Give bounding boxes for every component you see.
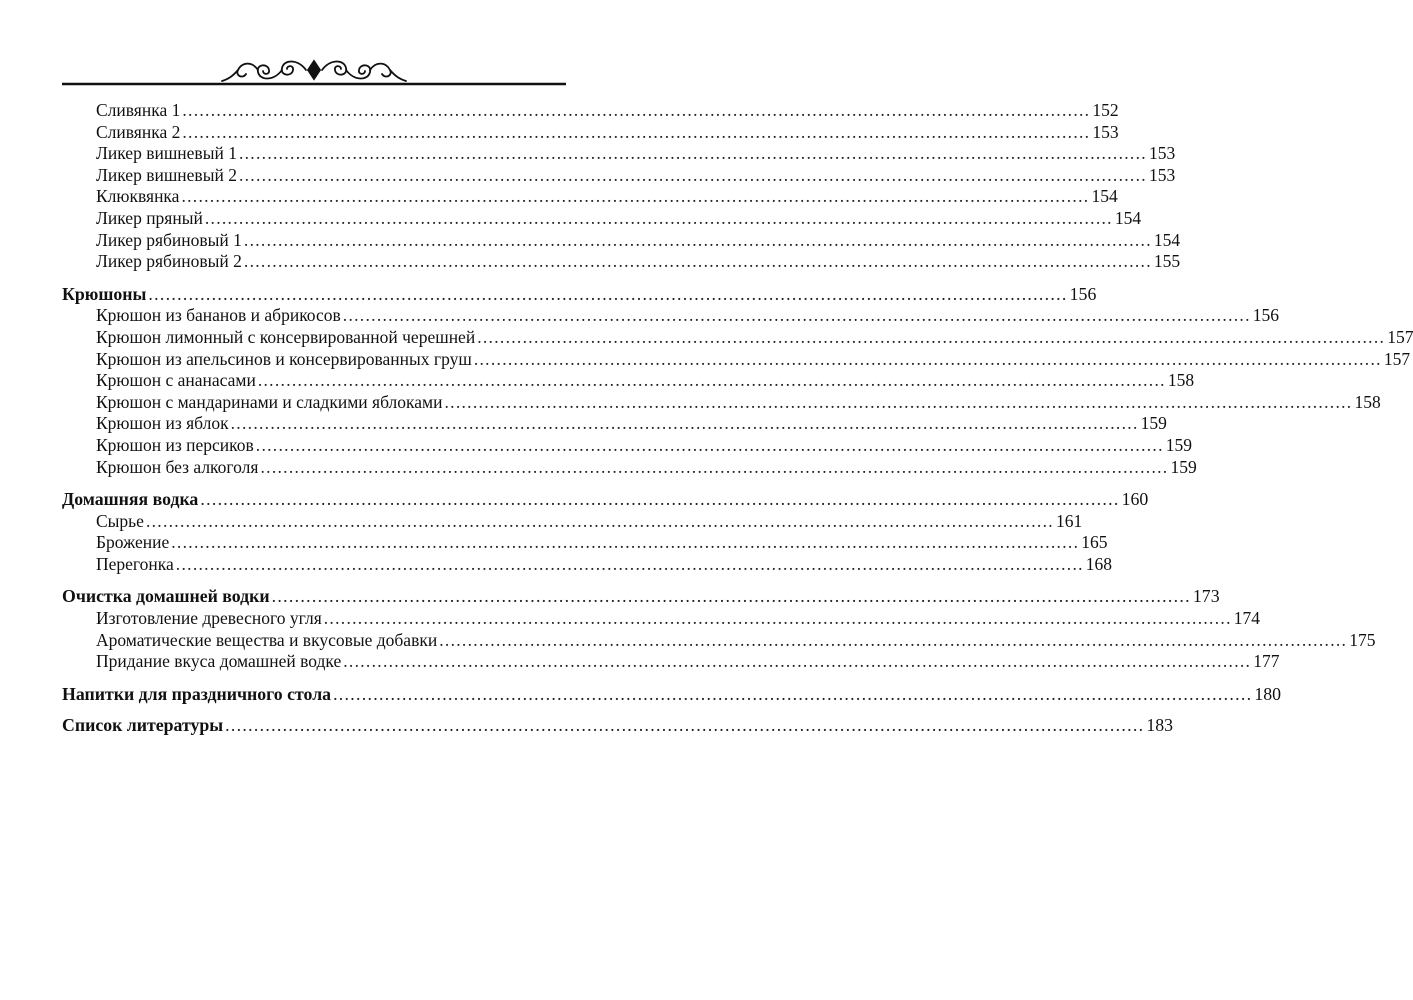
dot-leader: ................................................................................................................................................................ [175, 553, 1084, 574]
toc-entry[interactable] [62, 143, 1176, 165]
toc-chapter-kryushony[interactable] [62, 283, 1097, 306]
toc-chapter-drinks[interactable] [62, 683, 1281, 706]
toc-chapter-page: 173 [1192, 586, 1220, 607]
toc-entry-page: 175 [1349, 629, 1376, 650]
toc-entry-page: 157 [1383, 348, 1411, 369]
toc-chapter-title: Список литературы [62, 715, 224, 736]
toc-entry[interactable] [62, 164, 1176, 187]
toc-entry-title: Крюшон с ананасами [96, 370, 256, 391]
toc-entry-page: 159 [1165, 434, 1193, 455]
dot-leader: ................................................................................................................................................................ [182, 121, 1091, 142]
toc-entry-page: 154 [1153, 229, 1181, 250]
dot-leader: ................................................................................................................................................................ [225, 715, 1145, 736]
toc-entry[interactable] [62, 651, 1280, 673]
toc-chapter-page: 156 [1069, 283, 1097, 304]
dot-leader: ................................................................................................................................................................ [255, 434, 1164, 455]
table-of-contents [62, 100, 1413, 737]
dot-leader: ................................................................................................................................................................ [204, 207, 1113, 228]
toc-entry[interactable] [62, 207, 1142, 230]
toc-entry[interactable] [62, 370, 1195, 392]
toc-entry-page: 165 [1081, 532, 1108, 553]
toc-entry-page: 153 [1148, 164, 1176, 185]
toc-entry-title: Крюшон с мандаринами и сладкими яблоками [96, 391, 443, 412]
toc-chapter-title: Очистка домашней водки [62, 586, 270, 607]
toc-entry-title: Крюшон из апельсинов и консервированных груш [96, 348, 472, 369]
toc-entry-title: Крюшон из яблок [96, 413, 229, 434]
toc-entry-title: Перегонка [96, 553, 174, 574]
dot-leader: ................................................................................................................................................................ [477, 326, 1386, 347]
dot-leader: ................................................................................................................................................................ [238, 143, 1147, 164]
toc-entry[interactable] [62, 510, 1083, 533]
toc-chapter-page: 160 [1121, 489, 1149, 510]
dot-leader: ................................................................................................................................................................ [238, 164, 1147, 185]
toc-entry-page: 152 [1092, 100, 1119, 120]
dot-leader: ................................................................................................................................................................ [473, 348, 1382, 369]
dot-leader: ................................................................................................................................................................ [333, 683, 1253, 704]
dot-leader: ................................................................................................................................................................ [243, 229, 1152, 250]
dot-leader: ................................................................................................................................................................ [343, 651, 1252, 672]
toc-chapter-title: Крюшоны [62, 283, 147, 304]
section-spacer [62, 673, 566, 684]
toc-entry-title: Крюшон без алкоголя [96, 456, 259, 477]
toc-entry[interactable] [62, 121, 1119, 144]
toc-chapter-page: 183 [1146, 715, 1174, 736]
toc-entry[interactable] [62, 391, 1381, 414]
dot-leader: ................................................................................................................................................................ [182, 100, 1091, 120]
dot-leader: ................................................................................................................................................................ [342, 305, 1251, 326]
toc-chapter-cleaning[interactable] [62, 586, 1220, 608]
dot-leader: ................................................................................................................................................................ [171, 532, 1080, 553]
dot-leader: ................................................................................................................................................................ [444, 391, 1353, 412]
dot-leader: ................................................................................................................................................................ [145, 510, 1054, 531]
toc-entry-page: 159 [1140, 413, 1167, 434]
toc-entry-title: Ликер пряный [96, 207, 203, 228]
ornament-flourish-icon [62, 55, 566, 95]
toc-entry-page: 177 [1253, 651, 1280, 672]
toc-entry-title: Ликер вишневый 1 [96, 143, 237, 164]
section-spacer [62, 273, 566, 284]
toc-entry[interactable] [62, 629, 1376, 652]
toc-chapter-page: 180 [1254, 683, 1281, 704]
dot-leader: ................................................................................................................................................................ [257, 370, 1166, 391]
toc-entry[interactable] [62, 251, 1181, 273]
toc-entry-page: 154 [1114, 207, 1142, 228]
toc-entry-title: Крюшон из бананов и абрикосов [96, 305, 341, 326]
dot-leader: ................................................................................................................................................................ [271, 586, 1191, 607]
toc-entry[interactable] [62, 413, 1167, 435]
toc-entry-title: Сырье [96, 510, 144, 531]
toc-entry-title: Брожение [96, 532, 170, 553]
toc-entry[interactable] [62, 305, 1280, 327]
toc-entry-page: 154 [1091, 186, 1118, 207]
toc-entry-page: 174 [1233, 608, 1260, 629]
toc-entry[interactable] [62, 532, 1108, 554]
toc-entry-page: 161 [1055, 510, 1083, 531]
toc-entry-page: 153 [1092, 121, 1119, 142]
section-spacer [62, 705, 566, 715]
toc-entry[interactable] [62, 348, 1411, 371]
toc-entry-page: 153 [1148, 143, 1176, 164]
dot-leader: ................................................................................................................................................................ [243, 251, 1152, 272]
toc-entry[interactable] [62, 186, 1118, 208]
dot-leader: ................................................................................................................................................................ [200, 489, 1120, 510]
toc-entry[interactable] [62, 456, 1197, 479]
toc-entry-title: Крюшон лимонный с консервированной черешней [96, 326, 476, 347]
toc-entry-title: Придание вкуса домашней водке [96, 651, 342, 672]
section-spacer [62, 575, 566, 586]
toc-entry-page: 157 [1387, 326, 1413, 347]
dot-leader: ................................................................................................................................................................ [148, 283, 1068, 304]
toc-chapter-title: Домашняя водка [62, 489, 199, 510]
toc-chapter-vodka[interactable] [62, 489, 1149, 511]
toc-entry-title: Ликер вишневый 2 [96, 164, 237, 185]
section-spacer [62, 478, 566, 489]
dot-leader: ................................................................................................................................................................ [323, 608, 1232, 629]
toc-group-liqueurs [62, 100, 1181, 273]
toc-entry-title: Сливянка 2 [96, 121, 181, 142]
toc-entry[interactable] [62, 326, 1413, 349]
dot-leader: ................................................................................................................................................................ [260, 456, 1169, 477]
toc-entry-page: 158 [1167, 370, 1195, 391]
toc-entry[interactable] [62, 229, 1181, 252]
toc-chapter-literature[interactable] [62, 715, 1174, 737]
toc-group-vodka [62, 510, 1113, 576]
toc-group-kryushony [62, 305, 1413, 478]
header-ornament [62, 55, 566, 95]
toc-entry-page: 158 [1354, 391, 1381, 412]
toc-entry-title: Сливянка 1 [96, 100, 181, 120]
toc-entry[interactable] [62, 100, 1119, 122]
toc-entry-title: Изготовление древесного угля [96, 608, 322, 629]
toc-entry-page: 159 [1170, 456, 1197, 477]
toc-entry-page: 156 [1252, 305, 1280, 326]
toc-chapter-title: Напитки для праздничного стола [62, 683, 332, 704]
toc-entry-title: Ликер рябиновый 1 [96, 229, 242, 250]
dot-leader: ................................................................................................................................................................ [439, 629, 1348, 650]
toc-entry[interactable] [62, 553, 1113, 576]
dot-leader: ................................................................................................................................................................ [230, 413, 1139, 434]
toc-group-cleaning [62, 608, 1376, 673]
toc-entry-page: 155 [1153, 251, 1181, 272]
dot-leader: ................................................................................................................................................................ [181, 186, 1090, 207]
toc-entry-page: 168 [1085, 553, 1113, 574]
toc-entry-title: Ликер рябиновый 2 [96, 251, 242, 272]
toc-entry-title: Крюшон из персиков [96, 434, 254, 455]
toc-entry[interactable] [62, 608, 1260, 630]
toc-entry-title: Клюквянка [96, 186, 180, 207]
toc-entry[interactable] [62, 434, 1193, 457]
toc-entry-title: Ароматические вещества и вкусовые добавки [96, 629, 438, 650]
